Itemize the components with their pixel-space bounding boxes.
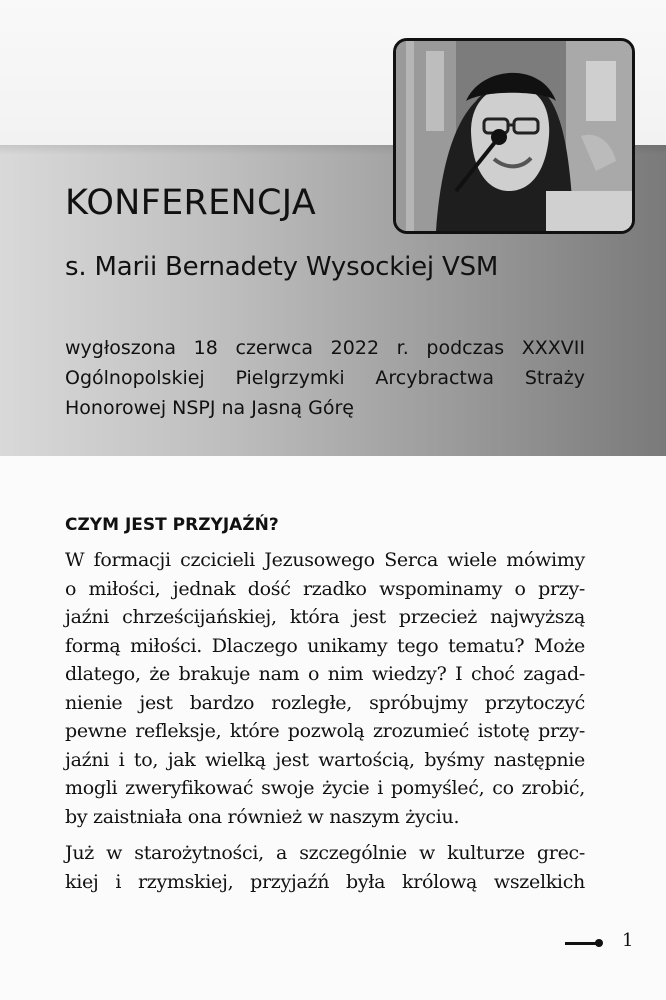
- text-line: jaźni chrześcijańskiej, która jest przecież najwyższą: [65, 606, 585, 628]
- intro-text: [65, 333, 585, 423]
- text-line: pewne refleksje, które pozwolą zrozumieć istotę przy-: [65, 720, 585, 742]
- text-line: by zaistniała ona również w naszym życiu.: [65, 805, 460, 828]
- text-line: formą miłości. Dlaczego unikamy tego tematu? Może: [65, 634, 585, 657]
- text-line: nienie jest bardzo rozległe, spróbujmy przytoczyć: [65, 691, 585, 714]
- body-text: [65, 546, 585, 896]
- intro-line: Honorowej NSPJ na Jasną Górę: [65, 397, 354, 419]
- text-line: dlatego, że brakuje nam o nim wiedzy? I choć zagad-: [65, 663, 585, 685]
- intro-line: wygłoszona 18 czerwca 2022 r. podczas XXXVII: [65, 337, 585, 359]
- speaker-portrait-icon: [396, 41, 632, 231]
- text-line: o miłości, jednak dość rzadko wspominamy o przy-: [65, 577, 585, 600]
- intro-line: Ogólnopolskiej Pielgrzymki Arcybractwa Straży: [65, 367, 585, 389]
- section-heading: CZYM JEST PRZYJAŹŃ?: [65, 515, 279, 535]
- text-line: mogli zweryfikować swoje życie i pomyśleć, co zrobić,: [65, 777, 585, 799]
- text-line: jaźni i to, jak wielką jest wartością, byśmy następnie: [65, 748, 585, 771]
- page-number: 1: [622, 930, 634, 951]
- paragraph: [65, 839, 585, 896]
- speaker-photo: [393, 38, 635, 234]
- speaker-name: s. Marii Bernadety Wysockiej VSM: [65, 252, 499, 282]
- text-line: kiej i rzymskiej, przyjaźń była królową wszelkich: [65, 870, 585, 893]
- page-marker-icon: [565, 942, 601, 945]
- text-line: Już w starożytności, a szczególnie w kulturze grec-: [65, 842, 585, 864]
- paragraph: [65, 546, 585, 831]
- page-title: KONFERENCJA: [65, 183, 317, 223]
- text-line: W formacji czcicieli Jezusowego Serca wiele mówimy: [65, 549, 585, 571]
